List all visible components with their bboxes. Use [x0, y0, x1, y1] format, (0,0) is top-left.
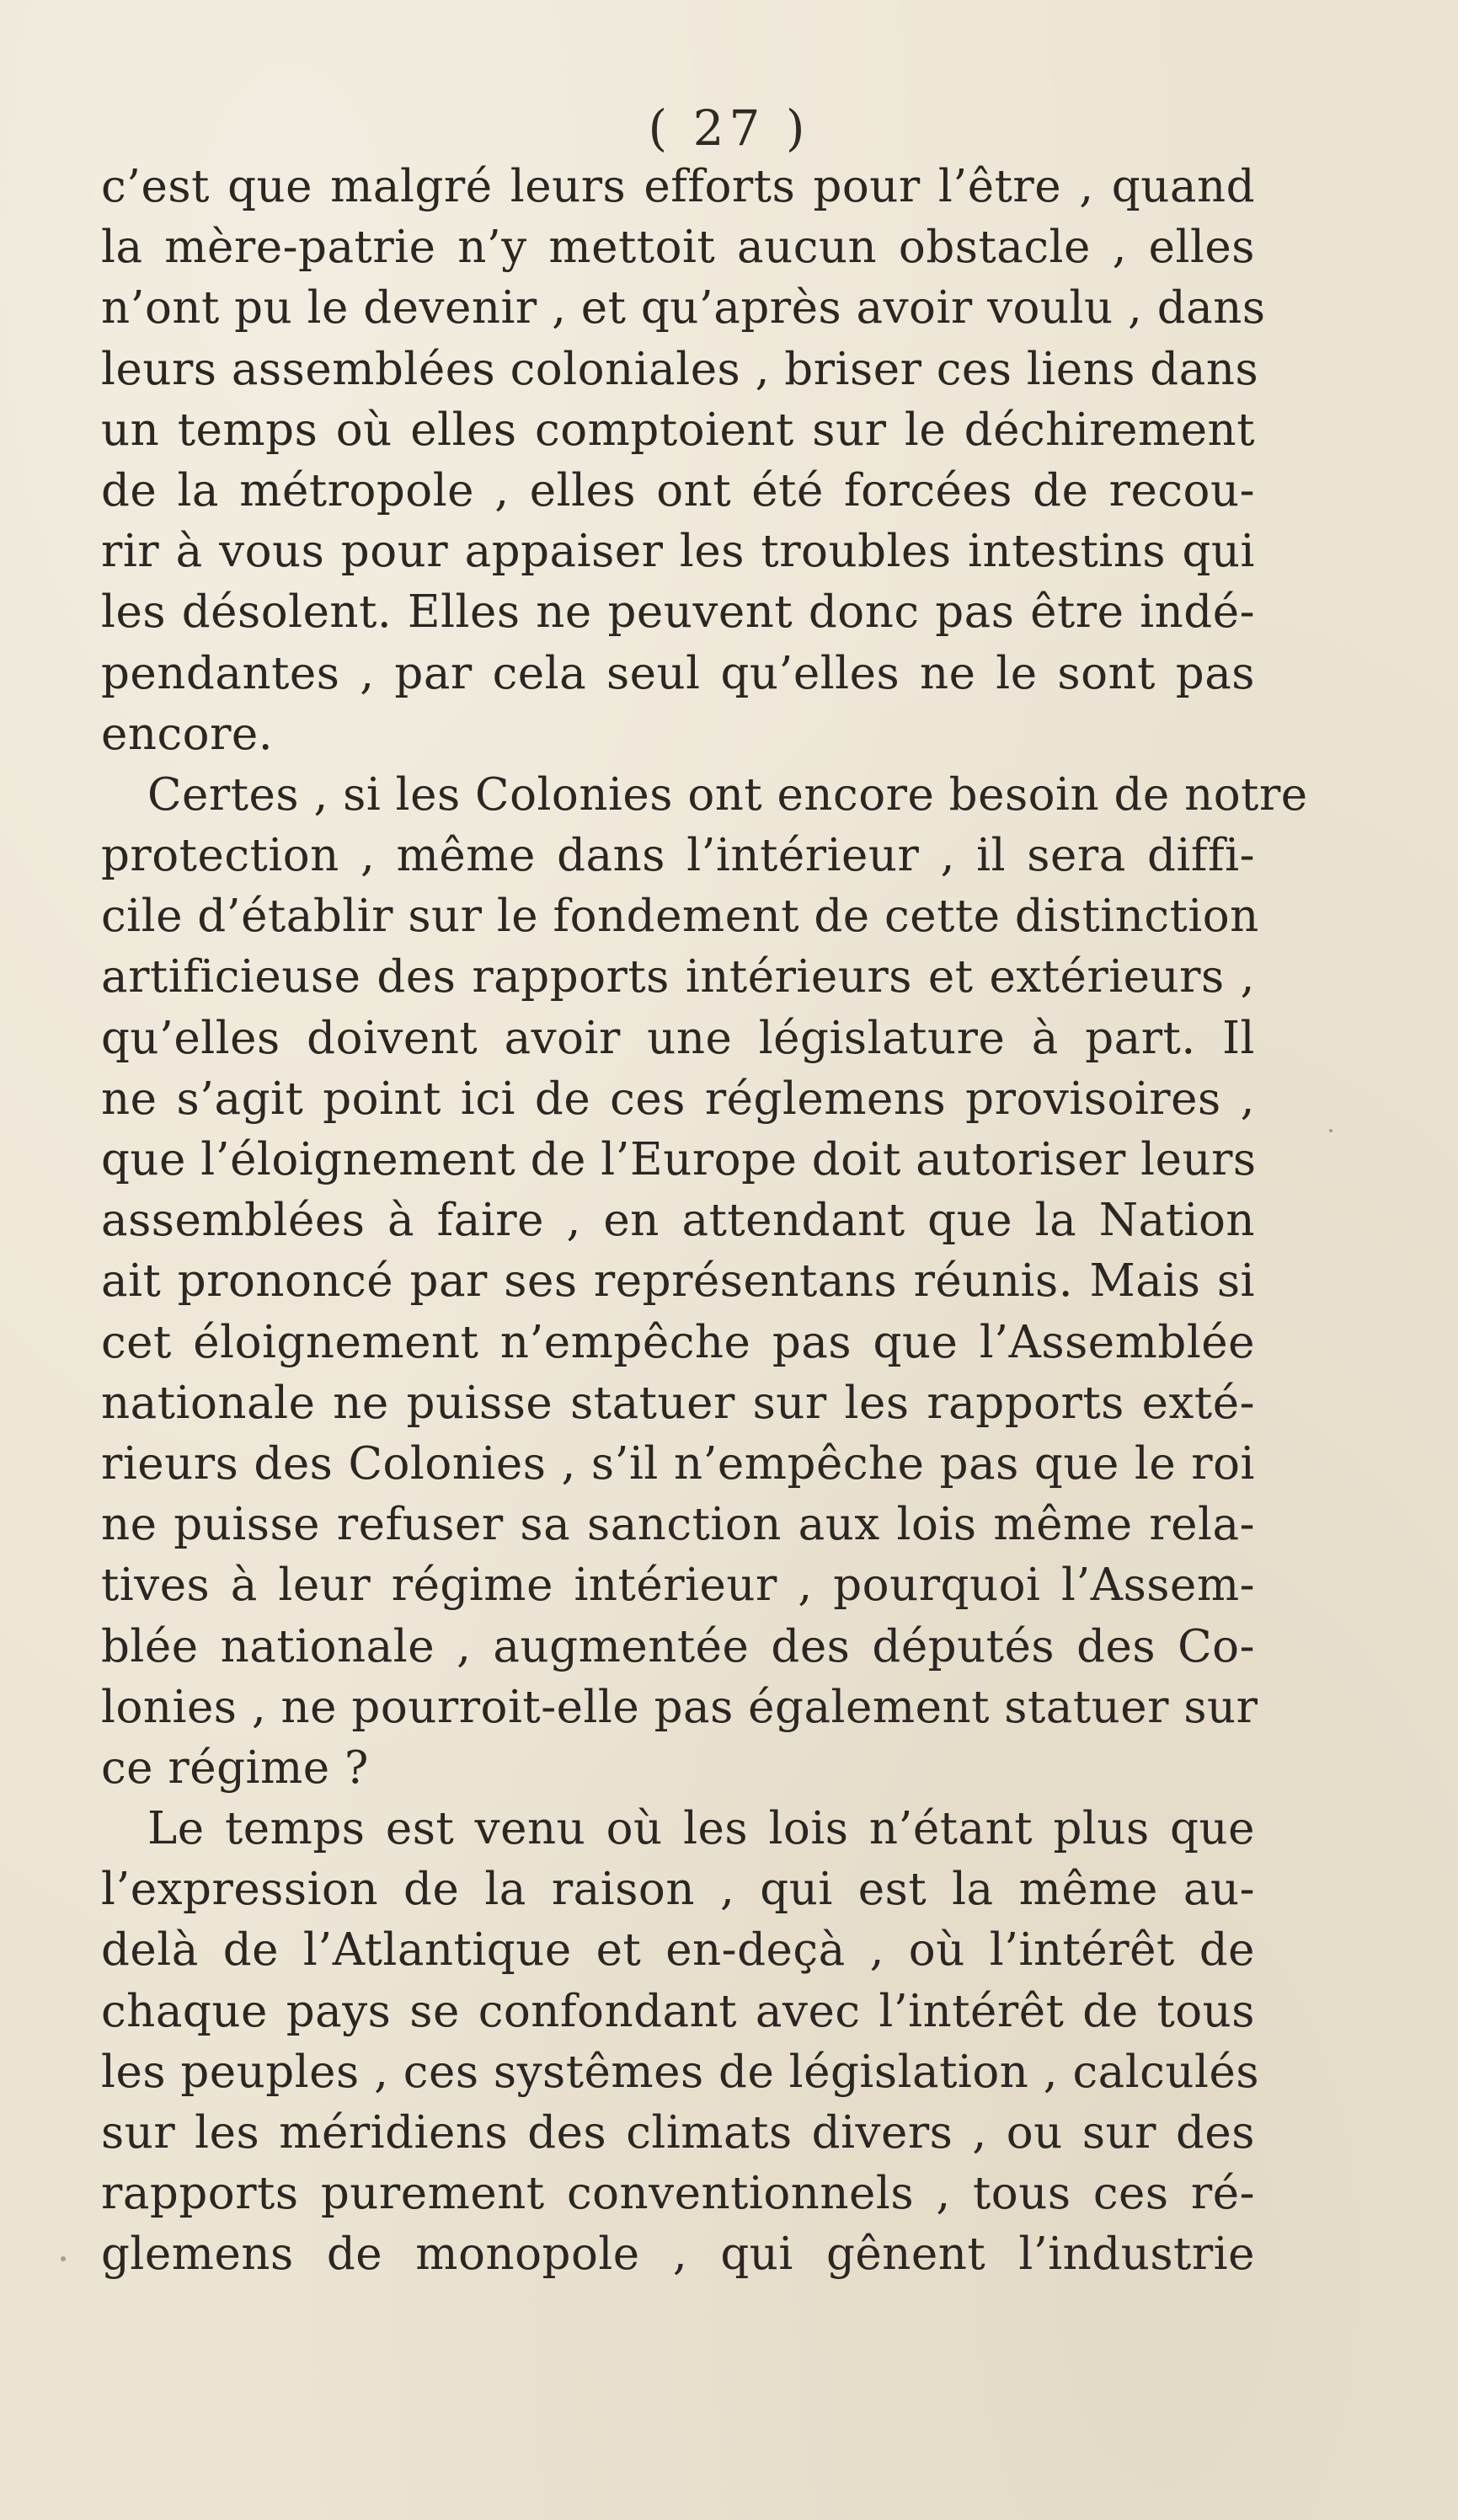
- text-line: rieurs des Colonies , s’il n’empêche pas que le roi: [101, 1437, 1255, 1490]
- text-line: ait prononcé par ses représentans réunis. Mais si: [101, 1255, 1255, 1308]
- page-number: ( 27 ): [648, 99, 810, 157]
- text-line: la mère-patrie n’y mettoit aucun obstacle , elles: [101, 222, 1255, 274]
- text-line: ce régime ?: [101, 1742, 369, 1794]
- text-line: tives à leur régime intérieur , pourquoi l’Assem-: [101, 1560, 1255, 1612]
- text-line: encore.: [101, 708, 274, 760]
- text-line: qu’elles doivent avoir une législature à part. Il: [101, 1012, 1255, 1064]
- text-line: sur les méridiens des climats divers , ou sur des: [101, 2107, 1255, 2159]
- text-line: rir à vous pour appaiser les troubles intestins qui: [101, 526, 1255, 578]
- text-line: blée nationale , augmentée des députés des Co-: [101, 1620, 1255, 1672]
- text-line: que l’éloignement de l’Europe doit autoriser leurs: [101, 1134, 1257, 1185]
- text-line: un temps où elles comptoient sur le déchirement: [101, 404, 1255, 456]
- text-line: artificieuse des rapports intérieurs et extérieurs ,: [101, 951, 1255, 1003]
- text-line: cile d’établir sur le fondement de cette distinction: [101, 891, 1259, 943]
- text-line: les peuples , ces systêmes de législation , calculés: [101, 2046, 1260, 2098]
- paper-speck: [1329, 1129, 1332, 1132]
- text-line: protection , même dans l’intérieur , il sera diffi-: [101, 830, 1255, 882]
- text-line: n’ont pu le devenir , et qu’après avoir voulu , dans: [101, 282, 1266, 334]
- paper-speck: [61, 2256, 66, 2261]
- text-line: lonies , ne pourroit-elle pas également statuer sur: [101, 1681, 1258, 1733]
- text-line: ne puisse refuser sa sanction aux lois même rela-: [101, 1499, 1255, 1551]
- text-line: Le temps est venu où les lois n’étant plus que: [147, 1803, 1255, 1855]
- text-line: delà de l’Atlantique et en-deçà , où l’intérêt de: [101, 1924, 1255, 1977]
- text-line: pendantes , par cela seul qu’elles ne le sont pas: [101, 647, 1255, 699]
- text-line: glemens de monopole , qui gênent l’industrie: [101, 2228, 1255, 2281]
- text-line: les désolent. Elles ne peuvent donc pas être indé-: [101, 586, 1255, 639]
- text-line: rapports purement conventionnels , tous ces ré-: [101, 2168, 1255, 2220]
- text-line: ne s’agit point ici de ces réglemens provisoires ,: [101, 1073, 1255, 1125]
- text-line: assemblées à faire , en attendant que la Nation: [101, 1195, 1255, 1247]
- text-line: leurs assemblées coloniales , briser ces liens dans: [101, 343, 1259, 395]
- text-line: c’est que malgré leurs efforts pour l’être , quand: [101, 161, 1255, 212]
- text-line: chaque pays se confondant avec l’intérêt de tous: [101, 1985, 1255, 2037]
- text-line: l’expression de la raison , qui est la même au-: [101, 1864, 1255, 1916]
- text-line: Certes , si les Colonies ont encore besoin de notre: [147, 768, 1308, 821]
- text-line: de la métropole , elles ont été forcées de recou-: [101, 464, 1255, 516]
- body-text: [101, 157, 1308, 2286]
- text-line: cet éloignement n’empêche pas que l’Assemblée: [101, 1316, 1255, 1368]
- text-line: nationale ne puisse statuer sur les rapports exté-: [101, 1377, 1255, 1429]
